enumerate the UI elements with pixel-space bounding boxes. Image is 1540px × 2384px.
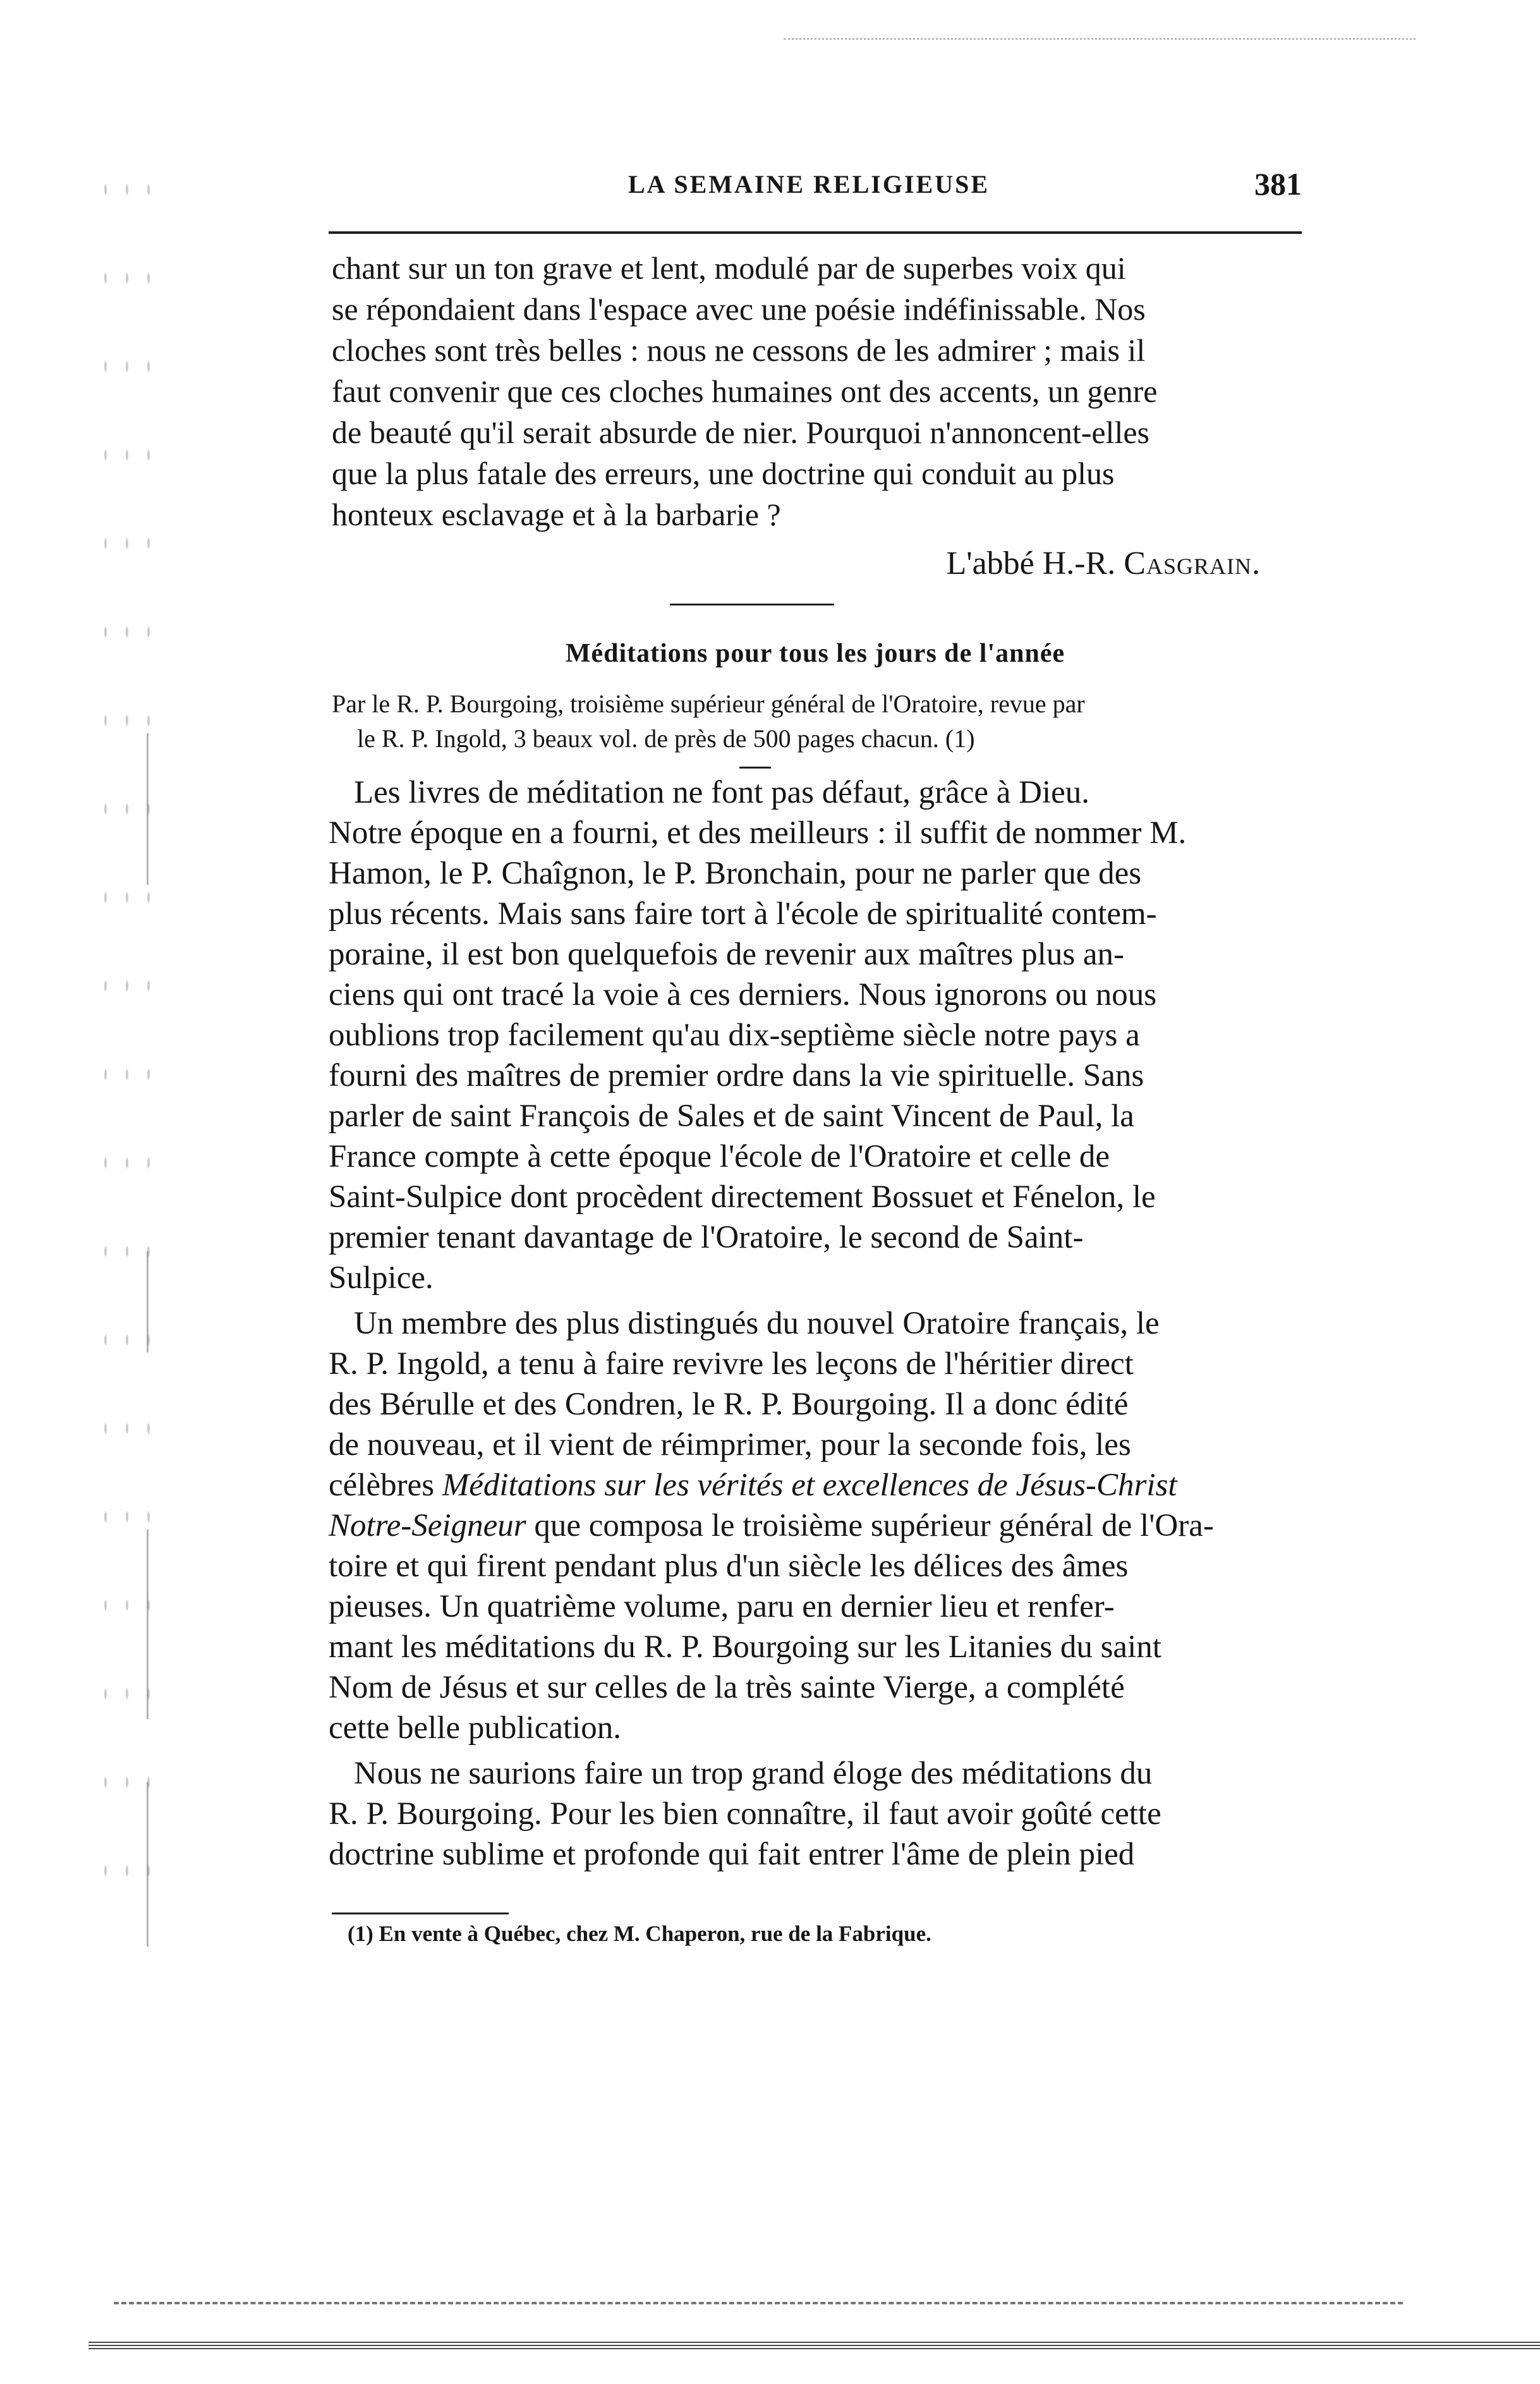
signature-prefix: L'abbé H.-R.: [946, 545, 1124, 581]
text-span: célèbres: [329, 1468, 442, 1503]
footnote: (1) En vente à Québec, chez M. Chaperon, rue de la Fabrique.: [348, 1921, 931, 1946]
text-line: plus récents. Mais sans faire tort à l'école de spiritualité contem-: [329, 896, 1157, 932]
binding-mark: [147, 733, 149, 885]
text-line: ciens qui ont tracé la voie à ces derniers. Nous ignorons ou nous: [329, 977, 1157, 1013]
text-line: cette belle publication.: [329, 1710, 622, 1746]
text-line: faut convenir que ces cloches humaines ont des accents, un genre: [332, 374, 1158, 409]
text-line: se répondaient dans l'espace avec une poésie indéfinissable. Nos: [332, 291, 1146, 327]
text-line: de beauté qu'il serait absurde de nier. Pourquoi n'annoncent-elles: [332, 415, 1149, 450]
text-line: Les livres de méditation ne font pas défaut, grâce à Dieu.: [354, 775, 1090, 810]
binding-mark: [147, 1782, 149, 1947]
text-line: Notre époque en a fourni, et des meilleurs : il suffit de nommer M.: [329, 815, 1187, 851]
short-rule: [739, 767, 771, 769]
section-title: Méditations pour tous les jours de l'année: [565, 639, 1065, 668]
running-head: [316, 166, 1302, 210]
text-line: R. P. Ingold, a tenu à faire revivre les leçons de l'héritier direct: [329, 1346, 1134, 1382]
scan-noise-bottom-edge: [88, 2342, 1540, 2351]
text-line: [329, 1467, 1177, 1504]
scan-noise-left-margin: [95, 145, 158, 1915]
text-line: Saint-Sulpice dont procèdent directement Bossuet et Fénelon, le: [329, 1179, 1156, 1215]
text-line: premier tenant davantage de l'Oratoire, le second de Saint-: [329, 1220, 1084, 1255]
text-span: que composa le troisième supérieur général de l'Ora-: [526, 1508, 1214, 1543]
text-line: parler de saint François de Sales et de saint Vincent de Paul, la: [329, 1098, 1134, 1134]
book-title-italic: Méditations sur les vérités et excellences de Jésus-Christ: [442, 1468, 1177, 1503]
binding-mark: [147, 1251, 149, 1353]
page-number: 381: [1254, 166, 1302, 202]
text-line: France compte à cette époque l'école de l'Oratoire et celle de: [329, 1139, 1110, 1174]
text-line: [329, 1507, 1214, 1544]
text-line: cloches sont très belles : nous ne cessons de les admirer ; mais il: [332, 332, 1146, 368]
text-line: R. P. Bourgoing. Pour les bien connaître, il faut avoir goûté cette: [329, 1796, 1161, 1832]
text-line: oublions trop facilement qu'au dix-septième siècle notre pays a: [329, 1018, 1140, 1053]
text-line: honteux esclavage et à la barbarie ?: [332, 497, 781, 532]
text-line: Nom de Jésus et sur celles de la très sainte Vierge, a complété: [329, 1670, 1125, 1705]
text-line: doctrine sublime et profonde qui fait entrer l'âme de plein pied: [329, 1837, 1135, 1872]
text-line: mant les méditations du R. P. Bourgoing sur les Litanies du saint: [329, 1629, 1161, 1665]
text-line: Hamon, le P. Chaîgnon, le P. Bronchain, pour ne parler que des: [329, 856, 1142, 891]
text-line: poraine, il est bon quelquefois de revenir aux maîtres plus an-: [329, 937, 1125, 972]
biblio-line: le R. P. Ingold, 3 beaux vol. de près de 500 pages chacun. (1): [357, 724, 975, 753]
running-title: LA SEMAINE RELIGIEUSE: [628, 170, 990, 198]
scan-noise-bottom: [114, 2302, 1403, 2304]
biblio-line: Par le R. P. Bourgoing, troisième supérieur général de l'Oratoire, revue par: [332, 690, 1085, 718]
text-line: Un membre des plus distingués du nouvel Oratoire français, le: [354, 1306, 1160, 1341]
signature-name: Casgrain.: [1124, 545, 1261, 581]
binding-mark: [147, 1530, 149, 1719]
text-line: chant sur un ton grave et lent, modulé par de superbes voix qui: [332, 250, 1126, 286]
author-signature: [946, 545, 1261, 582]
text-line: toire et qui firent pendant plus d'un siècle les délices des âmes: [329, 1548, 1129, 1584]
text-line: pieuses. Un quatrième volume, paru en dernier lieu et renfer-: [329, 1589, 1115, 1624]
footnote-rule: [332, 1913, 509, 1914]
text-line: de nouveau, et il vient de réimprimer, pour la seconde fois, les: [329, 1427, 1131, 1463]
text-line: Sulpice.: [329, 1260, 434, 1296]
text-line: Nous ne saurions faire un trop grand éloge des méditations du: [354, 1756, 1153, 1791]
section-separator: [670, 604, 834, 605]
text-line: que la plus fatale des erreurs, une doctrine qui conduit au plus: [332, 456, 1115, 491]
book-title-italic: Notre-Seigneur: [329, 1508, 526, 1543]
text-line: des Bérulle et des Condren, le R. P. Bourgoing. Il a donc édité: [329, 1387, 1129, 1422]
text-line: fourni des maîtres de premier ordre dans la vie spirituelle. Sans: [329, 1058, 1144, 1093]
header-rule: [329, 231, 1302, 234]
scan-noise-top: [784, 38, 1416, 65]
